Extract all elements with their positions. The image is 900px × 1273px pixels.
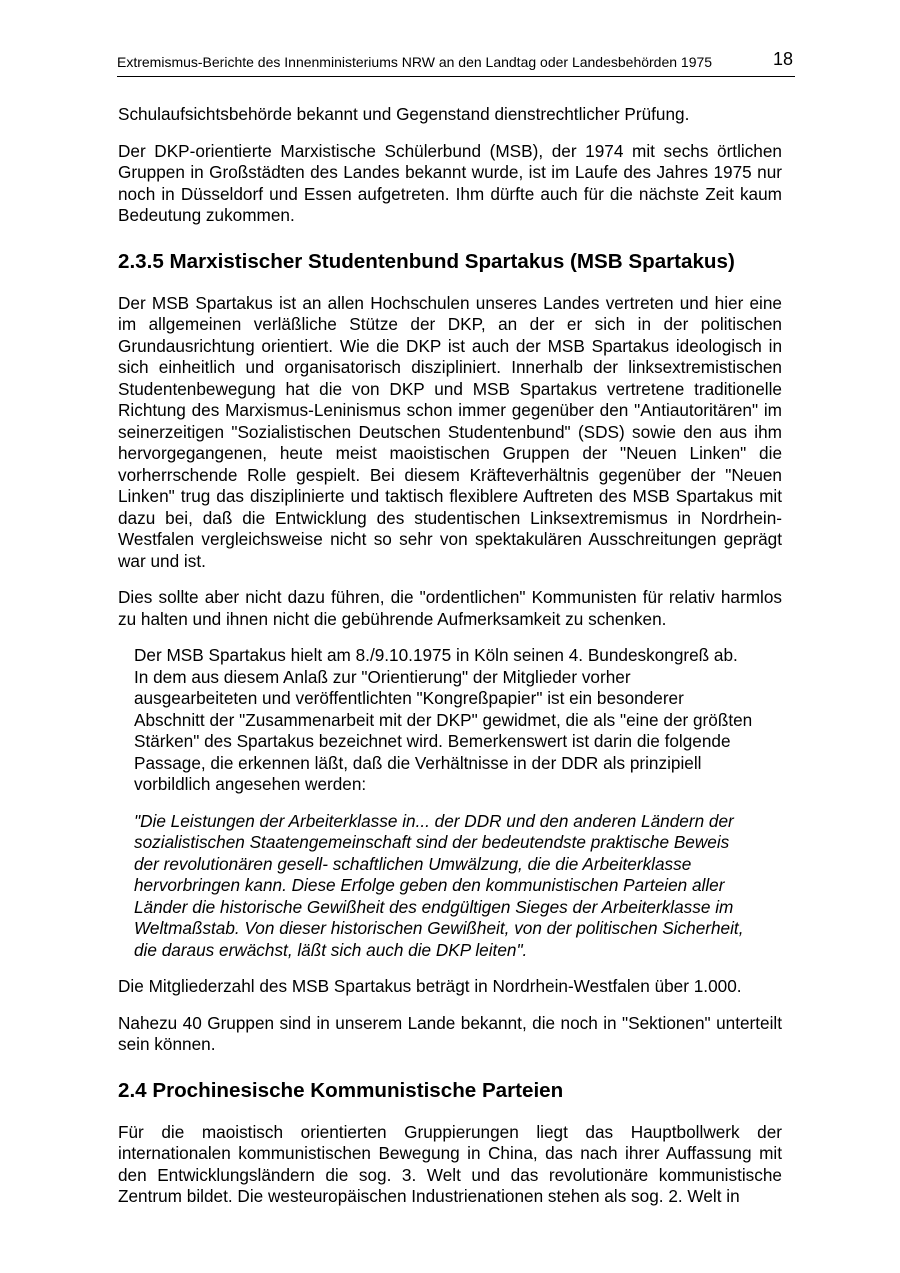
paragraph-6: Die Mitgliederzahl des MSB Spartakus beträgt in Nordrhein-Westfalen über 1.000. xyxy=(118,976,742,996)
block-quote: "Die Leistungen der Arbeiterklasse in... der DDR und den anderen Ländern der sozialistischen Staatengemeinschaft sind der bedeutendste praktische Beweis der revolutionären gesell- schaftlichen Umwälzung, die die Arbeiterklasse hervorbringen kann. Diese Erfolge geben den kommunistischen Parteien aller Länder die historische Gewißheit des endgültigen Sieges der Arbeiterklasse im Weltmaßstab. Von dieser historischen Gewißheit, von der politischen Sicherheit, die daraus erwächst, läßt sich auch die DKP leiten". xyxy=(134,810,744,960)
paragraph-4: Dies sollte aber nicht dazu führen, die "ordentlichen" Kommunisten für relativ harmlos zu halten und ihnen nicht die gebührende Aufmerksamkeit zu schenken. xyxy=(118,587,782,629)
paragraph-8: Für die maoistisch orientierten Gruppierungen liegt das Hauptbollwerk der internationalen kommunistischen Bewegung in China, das nach ihrer Auffassung mit den Entwicklungsländern die sog. 3. Welt und das revolutionäre kommunistische Zentrum bildet. Die westeuropäischen Industrienationen stehen als sog. 2. Welt in xyxy=(118,1121,782,1206)
section-heading-2-3-5: 2.3.5 Marxistischer Studentenbund Spartakus (MSB Spartakus) xyxy=(118,249,735,273)
running-header xyxy=(117,50,795,77)
document-body xyxy=(118,104,782,1208)
paragraph-2: Der DKP-orientierte Marxistische Schülerbund (MSB), der 1974 mit sechs örtlichen Gruppen in Großstädten des Landes bekannt wurde, ist im Laufe des Jahres 1975 nur noch in Düsseldorf und Essen aufgetreten. Ihm dürfte auch für die nächste Zeit kaum Bedeutung zukommen. xyxy=(118,140,782,225)
indented-block xyxy=(134,645,754,961)
paragraph-5: Der MSB Spartakus hielt am 8./9.10.1975 in Köln seinen 4. Bundeskongreß ab. In dem aus diesem Anlaß zur "Orientierung" der Mitglieder vorher ausgearbeiteten und veröffentlichten "Kongreßpapier" ist ein besonderer Abschnitt der "Zusammenarbeit mit der DKP" gewidmet, die als "eine der größten Stärken" des Spartakus bezeichnet wird. Bemerkenswert ist darin die folgende Passage, die erkennen läßt, daß die Verhältnisse in der DDR als prinzipiell vorbildlich angesehen werden: xyxy=(134,645,753,794)
paragraph-7: Nahezu 40 Gruppen sind in unserem Lande bekannt, die noch in "Sektionen" unterteilt sein können. xyxy=(118,1012,782,1054)
header-title: Extremismus-Berichte des Innenministeriums NRW an den Landtag oder Landesbehörden 1975 xyxy=(117,54,713,70)
paragraph-3: Der MSB Spartakus ist an allen Hochschulen unseres Landes vertreten und hier eine im allgemeinen verläßliche Stütze der DKP, an der er sich in der politischen Grundausrichtung orientiert. Wie die DKP ist auch der MSB Spartakus ideologisch in sich einheitlich und organisatorisch diszipliniert. Innerhalb der linksextremistischen Studentenbewegung hat die von DKP und MSB Spartakus vertretene traditionelle Richtung des Marxismus-Leninismus schon immer gegenüber den "Antiautoritären" im seinerzeitigen "Sozialistischen Deutschen Studentenbund" (SDS) sowie den aus ihm hervorgegangenen, heute meist maoistischen Gruppen der "Neuen Linken" die vorherrschende Rolle gespielt. Bei diesem Kräfteverhältnis gegenüber der "Neuen Linken" trug das disziplinierte und taktisch flexiblere Auftreten des MSB Spartakus mit dazu bei, daß die Entwicklung des studentischen Linksextremismus in Nordrhein-Westfalen vergleichsweise nicht so sehr von spektakulären Ausschreitungen geprägt war und ist. xyxy=(118,292,782,571)
paragraph-1: Schulaufsichtsbehörde bekannt und Gegenstand dienstrechtlicher Prüfung. xyxy=(118,104,690,124)
page-number: 18 xyxy=(772,49,793,69)
section-heading-2-4: 2.4 Prochinesische Kommunistische Parteien xyxy=(118,1078,564,1102)
